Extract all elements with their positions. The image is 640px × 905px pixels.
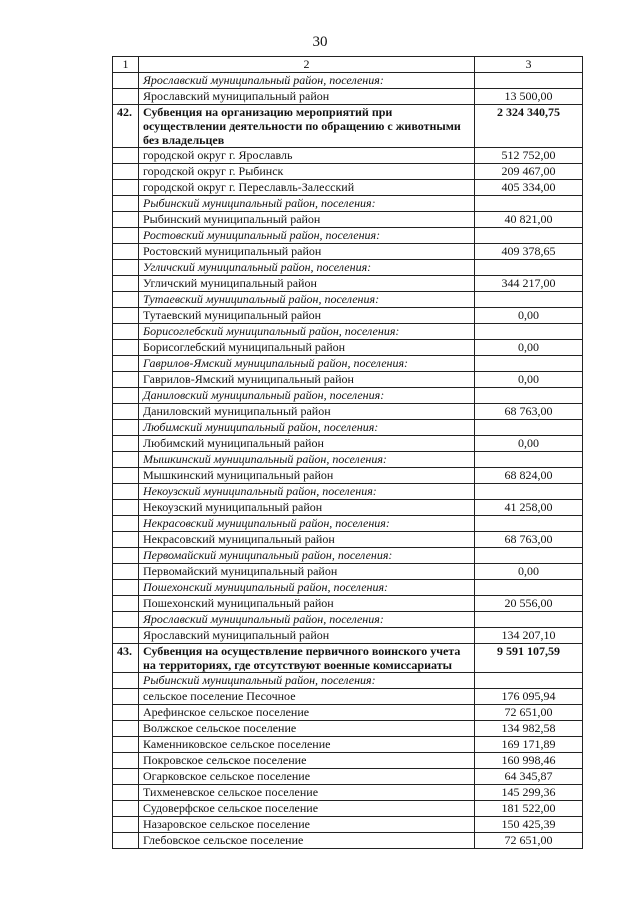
row-number <box>113 689 139 705</box>
header-col-amount: 3 <box>475 57 583 73</box>
recipient-name: Огарковское сельское поселение <box>139 769 475 785</box>
recipient-name: Гаврилов-Ямский муниципальный район <box>139 372 475 388</box>
amount-value <box>475 228 583 244</box>
row-number <box>113 628 139 644</box>
amount-value <box>475 356 583 372</box>
row-number <box>113 89 139 105</box>
recipient-name: Рыбинский муниципальный район <box>139 212 475 228</box>
table-row <box>113 372 583 388</box>
table-row <box>113 689 583 705</box>
header-col-name: 2 <box>139 57 475 73</box>
row-number <box>113 148 139 164</box>
row-number <box>113 212 139 228</box>
row-number <box>113 785 139 801</box>
row-number <box>113 244 139 260</box>
recipient-name: Рыбинский муниципальный район, поселения: <box>139 673 475 689</box>
section-title: Субвенция на осуществление первичного воинского учета на территориях, где отсутствуют военные комиссариаты <box>139 644 475 673</box>
recipient-name: Некрасовский муниципальный район, поселения: <box>139 516 475 532</box>
table-row <box>113 801 583 817</box>
amount-value: 20 556,00 <box>475 596 583 612</box>
district-heading-row <box>113 388 583 404</box>
table-row <box>113 308 583 324</box>
amount-value <box>475 388 583 404</box>
recipient-name: Любимский муниципальный район <box>139 436 475 452</box>
district-heading-row <box>113 196 583 212</box>
row-number <box>113 580 139 596</box>
amount-value: 405 334,00 <box>475 180 583 196</box>
amount-value <box>475 516 583 532</box>
recipient-name: Первомайский муниципальный район <box>139 564 475 580</box>
amount-value: 0,00 <box>475 564 583 580</box>
amount-value <box>475 484 583 500</box>
row-number <box>113 753 139 769</box>
row-number <box>113 801 139 817</box>
table-row <box>113 532 583 548</box>
district-heading-row <box>113 228 583 244</box>
recipient-name: Тихменевское сельское поселение <box>139 785 475 801</box>
table-row <box>113 164 583 180</box>
row-number <box>113 705 139 721</box>
row-number <box>113 452 139 468</box>
section-title: Субвенция на организацию мероприятий при осуществлении деятельности по обращению с животными без владельцев <box>139 105 475 148</box>
amount-value: 512 752,00 <box>475 148 583 164</box>
recipient-name: Судоверфское сельское поселение <box>139 801 475 817</box>
table-row <box>113 148 583 164</box>
row-number <box>113 276 139 292</box>
row-number <box>113 196 139 212</box>
amount-value <box>475 452 583 468</box>
recipient-name: сельское поселение Песочное <box>139 689 475 705</box>
amount-value: 169 171,89 <box>475 737 583 753</box>
amount-value: 68 824,00 <box>475 468 583 484</box>
amount-value: 181 522,00 <box>475 801 583 817</box>
section-row <box>113 644 583 673</box>
amount-value <box>475 612 583 628</box>
recipient-name: городской округ г. Рыбинск <box>139 164 475 180</box>
section-total: 9 591 107,59 <box>475 644 583 673</box>
district-heading-row <box>113 673 583 689</box>
section-total: 2 324 340,75 <box>475 105 583 148</box>
recipient-name: Угличский муниципальный район <box>139 276 475 292</box>
recipient-name: Мышкинский муниципальный район, поселения: <box>139 452 475 468</box>
table-row <box>113 244 583 260</box>
district-heading-row <box>113 516 583 532</box>
recipient-name: Каменниковское сельское поселение <box>139 737 475 753</box>
table-row <box>113 769 583 785</box>
recipient-name: Ярославский муниципальный район <box>139 89 475 105</box>
table-row <box>113 468 583 484</box>
row-number <box>113 468 139 484</box>
recipient-name: Рыбинский муниципальный район, поселения: <box>139 196 475 212</box>
amount-value: 0,00 <box>475 308 583 324</box>
amount-value: 0,00 <box>475 372 583 388</box>
recipient-name: Ярославский муниципальный район, поселения: <box>139 73 475 89</box>
recipient-name: Мышкинский муниципальный район <box>139 468 475 484</box>
row-number <box>113 516 139 532</box>
amount-value: 209 467,00 <box>475 164 583 180</box>
recipient-name: Ярославский муниципальный район, поселения: <box>139 612 475 628</box>
row-number <box>113 612 139 628</box>
amount-value <box>475 548 583 564</box>
amount-value <box>475 420 583 436</box>
row-number <box>113 673 139 689</box>
row-number <box>113 260 139 276</box>
amount-value <box>475 260 583 276</box>
recipient-name: Любимский муниципальный район, поселения: <box>139 420 475 436</box>
row-number <box>113 596 139 612</box>
recipient-name: городской округ г. Ярославль <box>139 148 475 164</box>
amount-value <box>475 292 583 308</box>
row-number <box>113 484 139 500</box>
row-number <box>113 372 139 388</box>
row-number <box>113 292 139 308</box>
row-number <box>113 548 139 564</box>
amount-value: 68 763,00 <box>475 532 583 548</box>
recipient-name: Назаровское сельское поселение <box>139 817 475 833</box>
recipient-name: Первомайский муниципальный район, поселения: <box>139 548 475 564</box>
row-number <box>113 340 139 356</box>
amount-value: 134 207,10 <box>475 628 583 644</box>
amount-value: 72 651,00 <box>475 833 583 849</box>
table-row <box>113 705 583 721</box>
recipient-name: Борисоглебский муниципальный район, поселения: <box>139 324 475 340</box>
recipient-name: Даниловский муниципальный район, поселения: <box>139 388 475 404</box>
district-heading-row <box>113 356 583 372</box>
recipient-name: городской округ г. Переславль-Залесский <box>139 180 475 196</box>
page-number: 30 <box>312 34 328 50</box>
table-row <box>113 89 583 105</box>
recipient-name: Ярославский муниципальный район <box>139 628 475 644</box>
recipient-name: Арефинское сельское поселение <box>139 705 475 721</box>
row-number <box>113 721 139 737</box>
row-number <box>113 73 139 89</box>
recipient-name: Некрасовский муниципальный район <box>139 532 475 548</box>
district-heading-row <box>113 484 583 500</box>
row-number <box>113 404 139 420</box>
amount-value: 0,00 <box>475 340 583 356</box>
amount-value: 68 763,00 <box>475 404 583 420</box>
amount-value: 134 982,58 <box>475 721 583 737</box>
recipient-name: Пошехонский муниципальный район <box>139 596 475 612</box>
table-row <box>113 180 583 196</box>
amount-value: 150 425,39 <box>475 817 583 833</box>
recipient-name: Некоузский муниципальный район <box>139 500 475 516</box>
amount-value: 72 651,00 <box>475 705 583 721</box>
table-row <box>113 753 583 769</box>
row-number <box>113 180 139 196</box>
table-header-row <box>113 57 583 73</box>
amount-value <box>475 196 583 212</box>
recipient-name: Ростовский муниципальный район, поселения: <box>139 228 475 244</box>
amount-value <box>475 324 583 340</box>
table-row <box>113 817 583 833</box>
row-number <box>113 308 139 324</box>
amount-value: 40 821,00 <box>475 212 583 228</box>
row-number <box>113 420 139 436</box>
recipient-name: Глебовское сельское поселение <box>139 833 475 849</box>
district-heading-row <box>113 452 583 468</box>
district-heading-row <box>113 260 583 276</box>
row-number <box>113 164 139 180</box>
district-heading-row <box>113 580 583 596</box>
table-row <box>113 628 583 644</box>
amount-value: 344 217,00 <box>475 276 583 292</box>
row-number <box>113 500 139 516</box>
amount-value: 13 500,00 <box>475 89 583 105</box>
amount-value <box>475 673 583 689</box>
amount-value <box>475 580 583 596</box>
district-heading-row <box>113 73 583 89</box>
amount-value: 145 299,36 <box>475 785 583 801</box>
recipient-name: Даниловский муниципальный район <box>139 404 475 420</box>
table-row <box>113 212 583 228</box>
table-row <box>113 785 583 801</box>
district-heading-row <box>113 292 583 308</box>
row-number: 42. <box>113 105 139 148</box>
table-row <box>113 500 583 516</box>
table-row <box>113 737 583 753</box>
recipient-name: Волжское сельское поселение <box>139 721 475 737</box>
row-number: 43. <box>113 644 139 673</box>
district-heading-row <box>113 324 583 340</box>
district-heading-row <box>113 420 583 436</box>
row-number <box>113 388 139 404</box>
amount-value <box>475 73 583 89</box>
row-number <box>113 228 139 244</box>
district-heading-row <box>113 612 583 628</box>
recipient-name: Тутаевский муниципальный район, поселения: <box>139 292 475 308</box>
amount-value: 64 345,87 <box>475 769 583 785</box>
recipient-name: Борисоглебский муниципальный район <box>139 340 475 356</box>
row-number <box>113 564 139 580</box>
table-row <box>113 276 583 292</box>
recipient-name: Гаврилов-Ямский муниципальный район, поселения: <box>139 356 475 372</box>
amount-value: 41 258,00 <box>475 500 583 516</box>
row-number <box>113 833 139 849</box>
recipient-name: Ростовский муниципальный район <box>139 244 475 260</box>
recipient-name: Пошехонский муниципальный район, поселения: <box>139 580 475 596</box>
amount-value: 176 095,94 <box>475 689 583 705</box>
header-col-number: 1 <box>113 57 139 73</box>
row-number <box>113 356 139 372</box>
recipient-name: Тутаевский муниципальный район <box>139 308 475 324</box>
recipient-name: Покровское сельское поселение <box>139 753 475 769</box>
row-number <box>113 769 139 785</box>
row-number <box>113 737 139 753</box>
table-row <box>113 436 583 452</box>
row-number <box>113 436 139 452</box>
recipient-name: Некоузский муниципальный район, поселения: <box>139 484 475 500</box>
amount-value: 160 998,46 <box>475 753 583 769</box>
recipient-name: Угличский муниципальный район, поселения: <box>139 260 475 276</box>
table-row <box>113 404 583 420</box>
table-row <box>113 833 583 849</box>
section-row <box>113 105 583 148</box>
table-body <box>113 57 583 849</box>
table-row <box>113 596 583 612</box>
subvention-table <box>112 56 583 849</box>
row-number <box>113 817 139 833</box>
amount-value: 0,00 <box>475 436 583 452</box>
table-row <box>113 721 583 737</box>
row-number <box>113 324 139 340</box>
table-row <box>113 564 583 580</box>
table-row <box>113 340 583 356</box>
district-heading-row <box>113 548 583 564</box>
amount-value: 409 378,65 <box>475 244 583 260</box>
row-number <box>113 532 139 548</box>
